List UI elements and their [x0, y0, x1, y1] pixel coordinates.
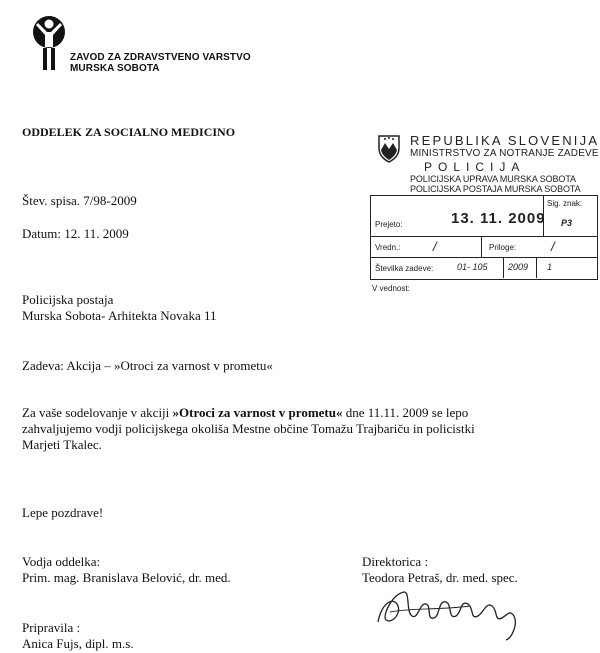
stamp-note-label: V vednost: [372, 284, 410, 293]
coat-of-arms-icon [377, 134, 401, 164]
recipient-line2: Murska Sobota- Arhitekta Novaka 11 [22, 308, 217, 323]
stamp-sig-label: Sig. znak: [547, 199, 583, 208]
letter-body [22, 405, 578, 453]
police-header-country: REPUBLIKA SLOVENIJA [410, 133, 600, 148]
body-rest: dne 11.11. 2009 se lepo [342, 405, 469, 420]
recipient-line1: Policijska postaja [22, 292, 114, 307]
department-heading: ODDELEK ZA SOCIALNO MEDICINO [22, 125, 236, 139]
stamp-case-year: 2009 [508, 262, 529, 272]
department-head-block [22, 554, 231, 586]
body-campaign: »Otroci za varnost v prometu« [172, 405, 343, 420]
document-date: Datum: 12. 11. 2009 [22, 226, 129, 241]
police-header-police: POLICIJA [424, 160, 526, 174]
stamp-case-number: 01- 105 [457, 262, 488, 272]
body-line3: Marjeti Tkalec. [22, 437, 102, 452]
stamp-value-label: Vredn.: [375, 243, 401, 252]
institute-name-line2: MURSKA SOBOTA [70, 63, 160, 74]
institute-name [70, 52, 251, 74]
police-header-directorate: POLICIJSKA UPRAVA MURSKA SOBOTA [410, 174, 576, 184]
director-signature [370, 582, 530, 644]
body-line2: zahvaljujemo vodji policijskega okoliša Mestne občine Tomažu Trajbariču in policistki [22, 421, 475, 436]
stamp-case-label: Številka zadeve: [375, 264, 434, 273]
file-number: Štev. spisa. 7/98-2009 [22, 193, 137, 208]
police-header-ministry: MINISTRSTVO ZA NOTRANJE ZADEVE [410, 148, 599, 159]
prepared-by-title: Pripravila : [22, 620, 81, 635]
stamp-attachments-mark: / [551, 239, 555, 254]
police-header [410, 134, 600, 194]
stamp-received-date: 13. 11. 2009 [451, 210, 546, 227]
stamp-received-label: Prejeto: [375, 220, 403, 229]
prepared-by-name: Anica Fujs, dipl. m.s. [22, 636, 134, 651]
department-head-title: Vodja oddelka: [22, 554, 101, 569]
received-stamp [370, 195, 598, 280]
department-head-name: Prim. mag. Branislava Belović, dr. med. [22, 570, 231, 585]
director-title: Direktorica : [362, 554, 429, 569]
subject-line: Zadeva: Akcija – »Otroci za varnost v prometu« [22, 358, 273, 373]
director-name: Teodora Petraš, dr. med. spec. [362, 570, 518, 585]
stamp-attachments-label: Priloge: [489, 243, 517, 252]
institute-logo [27, 15, 71, 73]
body-intro: Za vaše sodelovanje v akciji [22, 405, 173, 420]
stamp-case-index: 1 [547, 262, 553, 272]
police-header-station: POLICIJSKA POSTAJA MURSKA SOBOTA [410, 184, 581, 194]
institute-name-line1: ZAVOD ZA ZDRAVSTVENO VARSTVO [70, 52, 251, 63]
recipient [22, 292, 216, 324]
prepared-by-block [22, 620, 134, 652]
closing: Lepe pozdrave! [22, 505, 104, 520]
stamp-value-mark: / [433, 239, 437, 254]
stamp-sig-value: P3 [561, 218, 573, 228]
